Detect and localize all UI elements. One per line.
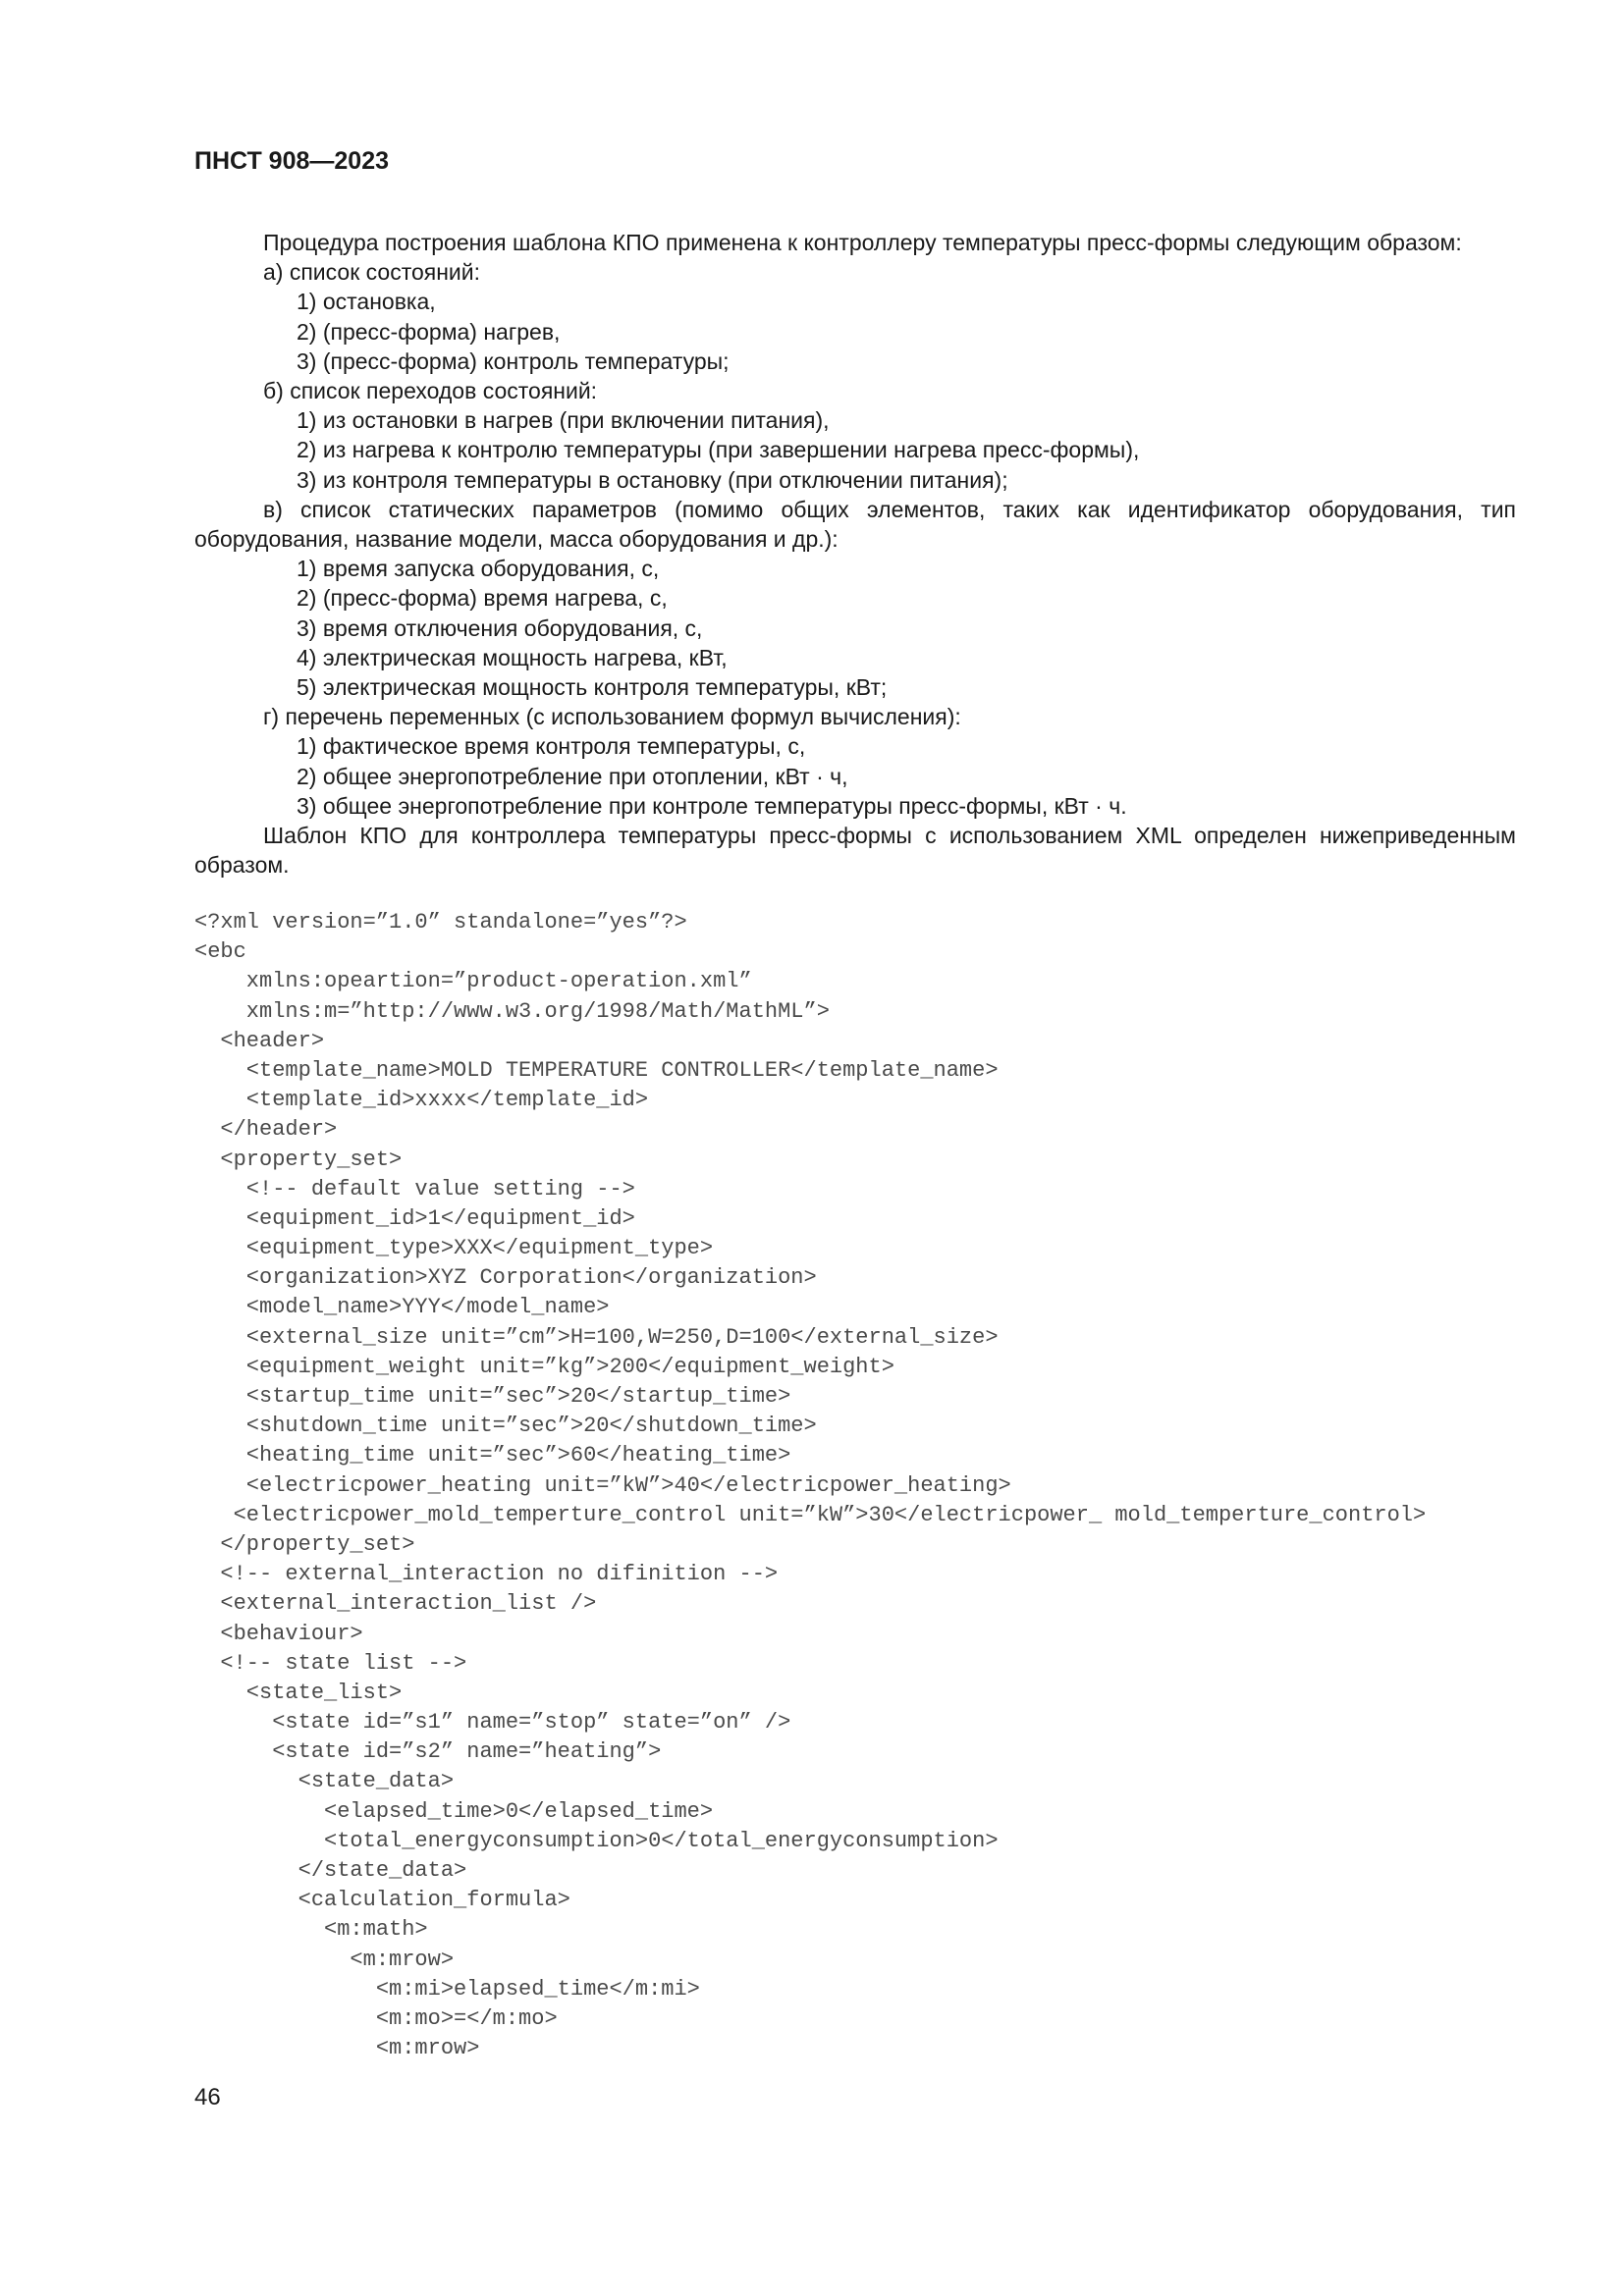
code-line: <calculation_formula> bbox=[194, 1888, 570, 1913]
code-line: </header> bbox=[194, 1117, 338, 1143]
paragraph: 5) электрическая мощность контроля температуры, кВт; bbox=[297, 674, 888, 701]
xml-code-listing bbox=[194, 908, 1426, 2063]
code-line: <state id=”s2” name=”heating”> bbox=[194, 1739, 662, 1765]
code-line: <equipment_type>XXX</equipment_type> bbox=[194, 1236, 714, 1261]
code-line: </state_data> bbox=[194, 1858, 467, 1883]
code-line: <m:mo>=</m:mo> bbox=[194, 2005, 558, 2031]
code-line: <behaviour> bbox=[194, 1621, 363, 1646]
code-line: <external_interaction_list /> bbox=[194, 1591, 597, 1617]
code-line: <organization>XYZ Corporation</organization> bbox=[194, 1265, 817, 1291]
code-line: xmlns:opeartion=”product-operation.xml” bbox=[194, 969, 752, 994]
code-line: <!-- state list --> bbox=[194, 1650, 467, 1676]
document-code-header: ПНСТ 908—2023 bbox=[194, 147, 389, 175]
code-line: <model_name>YYY</model_name> bbox=[194, 1295, 610, 1320]
paragraph: 1) из остановки в нагрев (при включении питания), bbox=[297, 407, 830, 434]
code-line: <?xml version=”1.0” standalone=”yes”?> bbox=[194, 910, 687, 934]
code-line: <template_id>xxxx</template_id> bbox=[194, 1088, 649, 1113]
code-line: <electricpower_heating unit=”kW”>40</electricpower_heating> bbox=[194, 1472, 1011, 1498]
code-line: <!-- external_interaction no difinition --> bbox=[194, 1562, 779, 1587]
paragraph: 2) (пресс-форма) время нагрева, с, bbox=[297, 585, 668, 612]
code-line: <startup_time unit=”sec”>20</startup_time> bbox=[194, 1384, 791, 1409]
paragraph: б) список переходов состояний: bbox=[263, 378, 598, 404]
paragraph: г) перечень переменных (с использованием формул вычисления): bbox=[263, 704, 961, 730]
code-line: <state_list> bbox=[194, 1680, 403, 1705]
code-line: <header> bbox=[194, 1028, 325, 1053]
paragraph: 3) (пресс-форма) контроль температуры; bbox=[297, 347, 730, 374]
code-line: <m:mi>elapsed_time</m:mi> bbox=[194, 1976, 700, 2002]
paragraph: 1) время запуска оборудования, с, bbox=[297, 556, 660, 582]
paragraph: 2) из нагрева к контролю температуры (при завершении нагрева пресс-формы), bbox=[297, 437, 1140, 463]
body-text bbox=[194, 228, 1516, 880]
code-line: <heating_time unit=”sec”>60</heating_time> bbox=[194, 1443, 791, 1468]
paragraph: а) список состояний: bbox=[263, 259, 481, 286]
code-line: <m:mrow> bbox=[194, 1947, 455, 1972]
paragraph: в) список статических параметров (помимо общих элементов, таких как идентификатор оборудования, тип оборудования, название модели, масса оборудования и др.): bbox=[194, 496, 1516, 553]
code-line: </property_set> bbox=[194, 1531, 415, 1557]
paragraph: 2) (пресс-форма) нагрев, bbox=[297, 318, 561, 345]
paragraph: 4) электрическая мощность нагрева, кВт, bbox=[297, 644, 728, 670]
code-line: <property_set> bbox=[194, 1147, 403, 1172]
paragraph: 1) фактическое время контроля температуры, с, bbox=[297, 733, 806, 760]
code-line: <state_data> bbox=[194, 1769, 455, 1794]
code-line: <equipment_weight unit=”kg”>200</equipment_weight> bbox=[194, 1354, 894, 1379]
paragraph: Шаблон КПО для контроллера температуры пресс-формы с использованием XML определен нижеприведенным образом. bbox=[194, 823, 1516, 879]
paragraph: 3) из контроля температуры в остановку (при отключении питания); bbox=[297, 466, 1008, 493]
paragraph: 3) время отключения оборудования, с, bbox=[297, 614, 703, 641]
code-line: xmlns:m=”http://www.w3.org/1998/Math/MathML”> bbox=[194, 998, 830, 1024]
page-number: 46 bbox=[194, 2084, 221, 2110]
code-line: <ebc bbox=[194, 939, 246, 965]
code-line: <total_energyconsumption>0</total_energyconsumption> bbox=[194, 1828, 999, 1853]
code-line: <state id=”s1” name=”stop” state=”on” /> bbox=[194, 1710, 791, 1735]
code-line: <external_size unit=”cm”>H=100,W=250,D=100</external_size> bbox=[194, 1324, 999, 1350]
code-line: <m:math> bbox=[194, 1917, 428, 1943]
paragraph: 1) остановка, bbox=[297, 289, 436, 315]
code-line: <elapsed_time>0</elapsed_time> bbox=[194, 1798, 714, 1824]
paragraph: 3) общее энергопотребление при контроле температуры пресс-формы, кВт · ч. bbox=[297, 792, 1127, 819]
code-line: <template_name>MOLD TEMPERATURE CONTROLLER</template_name> bbox=[194, 1057, 999, 1083]
code-line: <electricpower_mold_temperture_control unit=”kW”>30</electricpower_ mold_temperture_control> bbox=[194, 1502, 1427, 1527]
code-line: <equipment_id>1</equipment_id> bbox=[194, 1205, 635, 1231]
code-line: <!-- default value setting --> bbox=[194, 1176, 635, 1201]
paragraph: 2) общее энергопотребление при отоплении, кВт · ч, bbox=[297, 763, 848, 789]
code-line: <shutdown_time unit=”sec”>20</shutdown_time> bbox=[194, 1414, 817, 1439]
code-line: <m:mrow> bbox=[194, 2036, 480, 2061]
paragraph: Процедура построения шаблона КПО применена к контроллеру температуры пресс-формы следующим образом: bbox=[263, 230, 1462, 255]
